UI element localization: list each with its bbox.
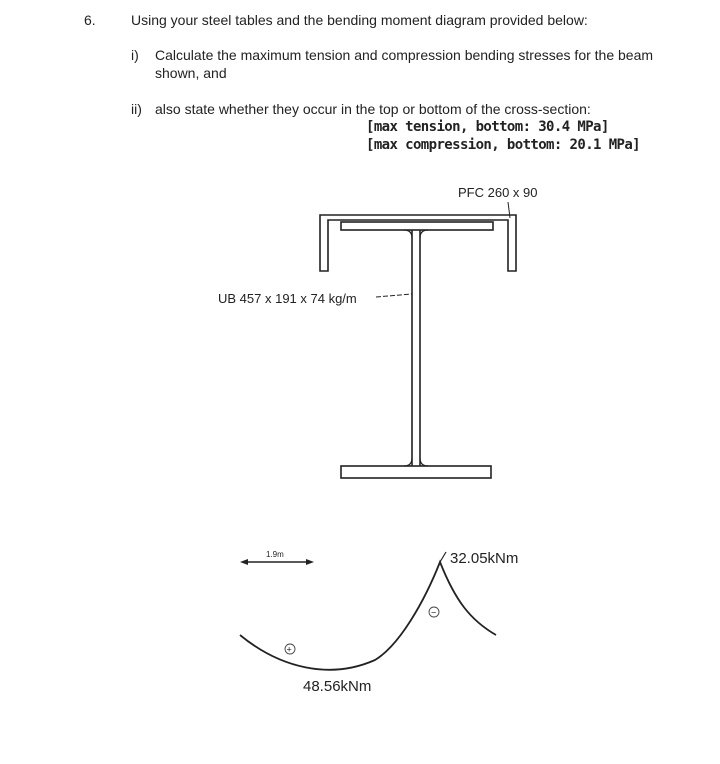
item-text: Calculate the maximum tension and compression bending stresses for the beam shown, and xyxy=(155,47,654,81)
item-marker: ii) xyxy=(131,101,142,117)
ub-fillets xyxy=(404,230,428,466)
dimension-arrow xyxy=(240,559,314,565)
item-text: also state whether they occur in the top or bottom of the cross-section: xyxy=(155,101,591,117)
peak-tick xyxy=(440,552,446,562)
ub-leader-line xyxy=(376,294,412,297)
moment-curve xyxy=(240,562,496,670)
question-number: 6. xyxy=(84,12,96,28)
negative-sign-marker xyxy=(429,607,439,618)
hogging-moment-label: 32.05kNm xyxy=(450,550,519,567)
ub-bottom-flange xyxy=(341,466,491,478)
svg-text:−: − xyxy=(431,607,437,618)
pfc-channel xyxy=(320,215,516,271)
item-marker: i) xyxy=(131,47,139,63)
sagging-moment-label: 48.56kNm xyxy=(303,678,372,695)
dimension-label: 1.9m xyxy=(266,550,284,559)
bending-moment-diagram xyxy=(240,550,518,695)
ub-label: UB 457 x 191 x 74 kg/m xyxy=(218,291,357,306)
svg-text:+: + xyxy=(286,644,292,655)
pfc-label: PFC 260 x 90 xyxy=(458,185,538,200)
ub-web xyxy=(412,230,420,466)
answer-max-compression: [max compression, bottom: 20.1 MPa] xyxy=(366,137,641,153)
question-intro: Using your steel tables and the bending moment diagram provided below: xyxy=(131,12,588,28)
positive-sign-marker xyxy=(285,644,295,655)
ub-top-flange xyxy=(341,222,493,230)
answer-max-tension: [max tension, bottom: 30.4 MPa] xyxy=(366,119,609,135)
cross-section-diagram xyxy=(320,202,516,478)
